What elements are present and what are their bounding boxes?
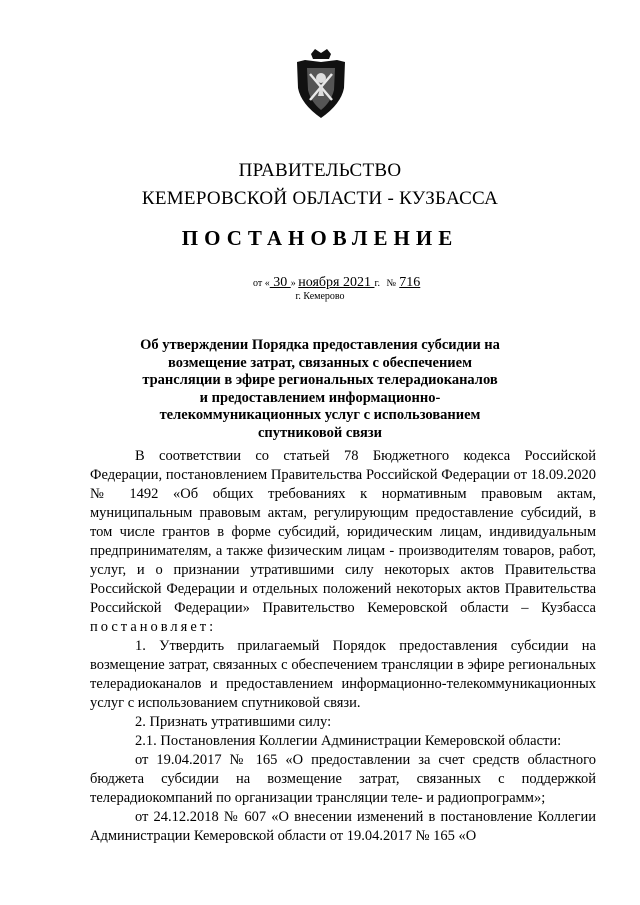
preamble-decision-word: постановляет [90, 619, 210, 635]
date-day: 30 [269, 275, 291, 290]
paragraph-item-1: 1. Утвердить прилагаемый Порядок предоставления субсидии на возмещение затрат, связанных с обеспечением трансляции в эфире региональных телерадиоканалов и предоставлением информационно-телекоммуникационных услуг с использованием спутниковой связи. [90, 638, 596, 711]
coat-of-arms-emblem-icon [295, 48, 347, 120]
paragraph-item-2-1: 2.1. Постановления Коллегии Администрации Кемеровской области: [135, 733, 562, 749]
preamble-end: : [209, 619, 214, 635]
date-separator: » [290, 278, 299, 289]
paragraph-item-2: 2. Признать утратившими силу: [135, 714, 332, 730]
paragraph-repeal-2: от 24.12.2018 № 607 «О внесении изменений в постановление Коллегии Администрации Кемеровской области от 19.04.2017 № 165 «О [90, 809, 596, 844]
city-name: г. Кемерово [295, 291, 345, 302]
document-date-line [253, 274, 420, 291]
year-suffix: г. [374, 278, 380, 289]
paragraph-repeal-1: от 19.04.2017 № 165 «О предоставлении за счет средств областного бюджета субсидии на возмещение затрат, связанных с поддержкой телерадиокомпаний по организации трансляции теле- и радиопрограмм»; [90, 752, 596, 806]
preamble-text: В соответствии со статьей 78 Бюджетного кодекса Российской Федерации, постановлением Правительства Российской Федерации от 18.09.2020 № 1492 «Об общих требованиях к нормативным правовым актам, муниципальным правовым актам, регулирующим предоставление субсидий, в том числе грантов в форме субсидий, юридическим лицам, индивидуальным предпринимателям, а также физическим лицам - производителям товаров, работ, услуг, и о признании утратившими силу некоторых актов Правительства Российской Федерации и отдельных положений некоторых актов Правительства Российской Федерации» Правительство Кемеровской области – Кузбасса [90, 448, 596, 616]
paragraph-preamble [90, 447, 596, 637]
number-prefix: № [386, 278, 397, 289]
government-name-line1: ПРАВИТЕЛЬСТВО [238, 160, 402, 181]
document-number: 716 [399, 275, 421, 290]
date-prefix: от « [253, 278, 270, 289]
date-month-year: ноября 2021 [298, 275, 375, 290]
document-title: Об утверждении Порядка предоставления субсидии на возмещение затрат, связанных с обеспечением трансляции в эфире региональных телерадиоканалов и предоставлением информационно-телекоммуникационных услуг с использованием спутниковой связи [140, 337, 500, 441]
document-type-heading: ПОСТАНОВЛЕНИЕ [181, 226, 459, 250]
document-body [90, 447, 596, 846]
government-name-line2: КЕМЕРОВСКОЙ ОБЛАСТИ - КУЗБАССА [141, 188, 499, 209]
